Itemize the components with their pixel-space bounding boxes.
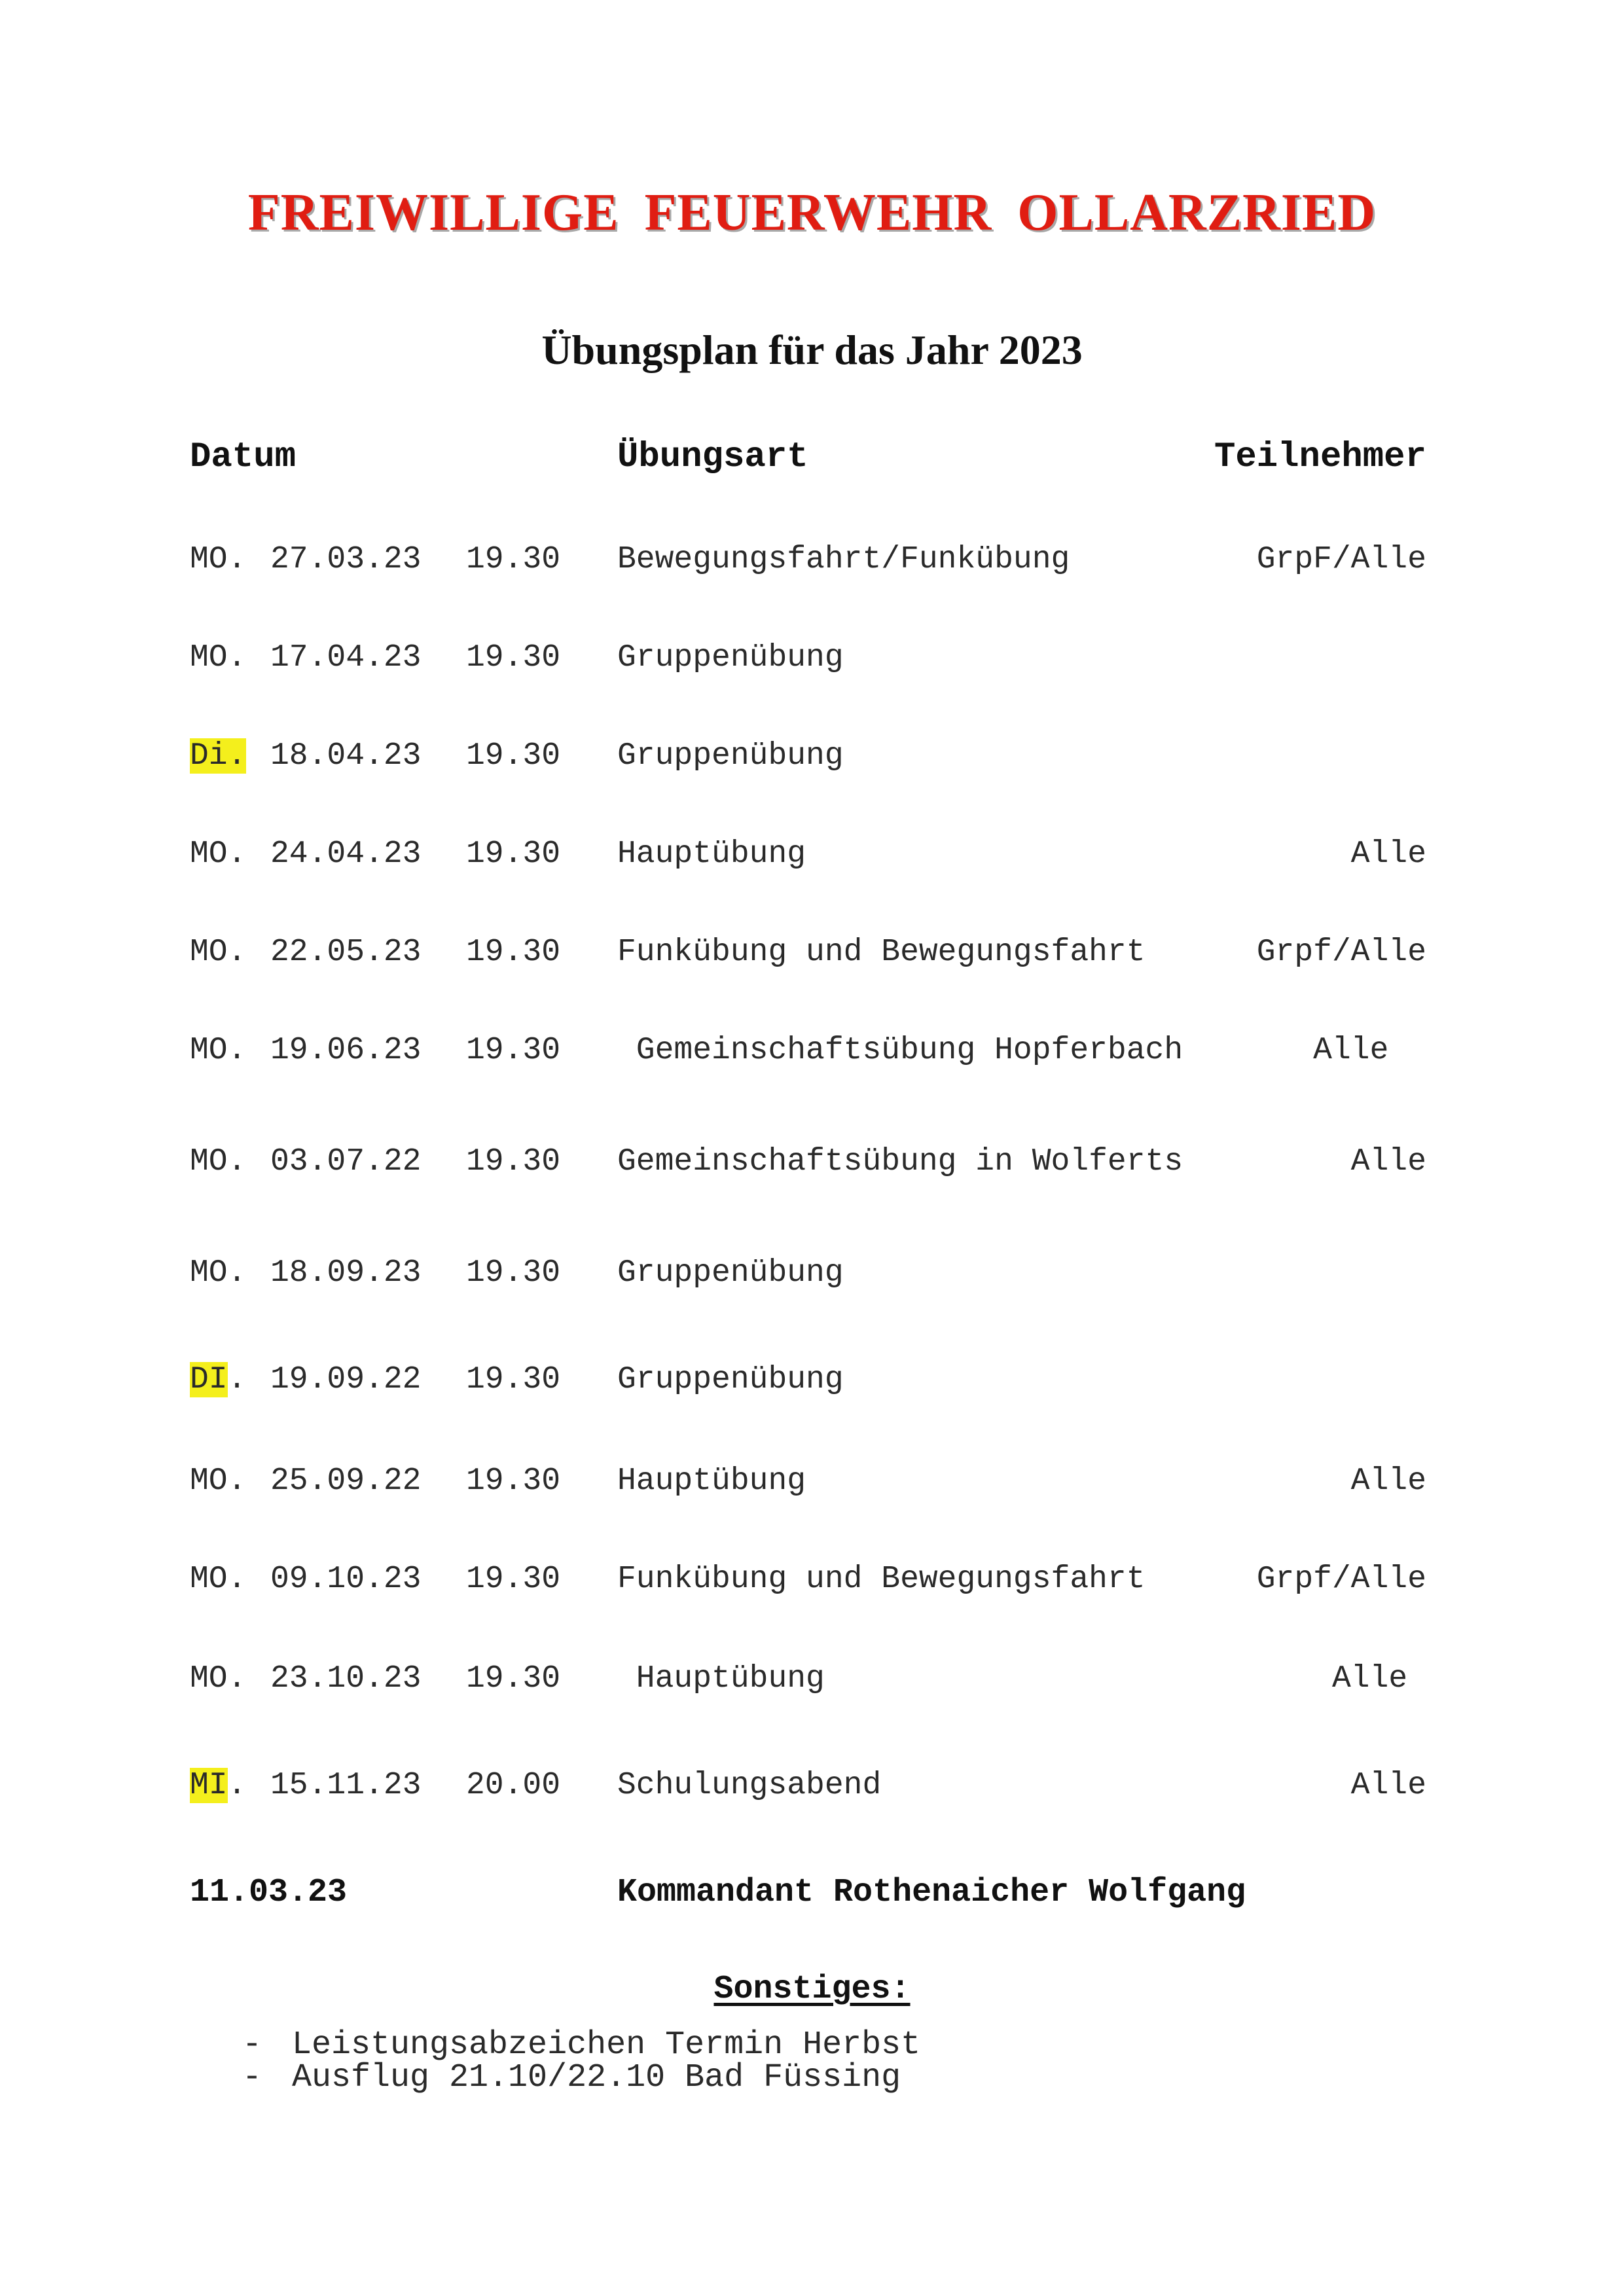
row-participants: Alle [1313, 1033, 1426, 1068]
row-time: 19.30 [466, 1033, 561, 1068]
row-date: 15.11.23 [270, 1768, 422, 1803]
other-list [242, 2026, 921, 2096]
row-date: 25.09.22 [270, 1463, 422, 1499]
row-weekday: MO. [190, 1033, 247, 1068]
row-weekday: MO. [190, 935, 247, 970]
row-date: 03.07.22 [270, 1144, 422, 1179]
weekday-highlight: DI [190, 1362, 228, 1397]
schedule-row [0, 1024, 1624, 1077]
row-exercise-type: Funkübung und Bewegungsfahrt [617, 935, 1146, 970]
list-dash: - [242, 2026, 262, 2064]
row-exercise-type: Hauptübung [617, 1661, 825, 1696]
other-section-title [0, 1964, 1624, 2016]
row-time: 19.30 [466, 1562, 561, 1597]
other-section-title-text: Sonstiges: [713, 1971, 911, 2008]
row-exercise-type: Hauptübung [617, 1463, 806, 1499]
row-time: 20.00 [466, 1768, 561, 1803]
other-list-item [242, 2059, 920, 2096]
other-list-item-text: Leistungsabzeichen Termin Herbst [292, 2026, 921, 2064]
row-date: 09.10.23 [270, 1562, 422, 1597]
row-exercise-type: Gruppenübung [617, 1362, 844, 1397]
row-exercise-type: Funkübung und Bewegungsfahrt [617, 1562, 1146, 1597]
schedule-row [0, 1455, 1624, 1507]
weekday-suffix: . [227, 1768, 247, 1803]
row-date: 18.04.23 [270, 738, 422, 774]
row-participants: Alle [1331, 1661, 1426, 1696]
row-weekday [190, 1759, 246, 1812]
row-time: 19.30 [466, 1463, 561, 1499]
row-exercise-type: Gemeinschaftsübung Hopferbach [617, 1033, 1183, 1068]
row-time: 19.30 [466, 836, 561, 872]
row-weekday: MO. [190, 836, 247, 872]
schedule-row [0, 730, 1624, 782]
row-participants: Alle [1350, 1144, 1426, 1179]
schedule-row [0, 1553, 1624, 1605]
weekday-highlight: MI [190, 1768, 228, 1803]
row-weekday: MO. [190, 1144, 247, 1179]
row-time: 19.30 [466, 542, 561, 577]
page-title: FREIWILLIGE FEUERWEHR OLLARZRIED [247, 184, 1377, 242]
row-time: 19.30 [466, 1362, 561, 1397]
schedule-row [0, 632, 1624, 684]
row-participants: Alle [1350, 836, 1426, 872]
weekday-suffix: . [227, 1362, 247, 1397]
row-exercise-type: Gruppenübung [617, 1255, 844, 1291]
row-weekday: MO. [190, 1255, 247, 1291]
row-date: 19.09.22 [270, 1362, 422, 1397]
row-date: 19.06.23 [270, 1033, 422, 1068]
row-weekday [190, 1354, 246, 1406]
row-participants: Grpf/Alle [1256, 935, 1426, 970]
header-date: Datum [190, 437, 297, 477]
schedule-row [0, 1653, 1624, 1705]
row-time: 19.30 [466, 935, 561, 970]
row-exercise-type: Schulungsabend [617, 1768, 882, 1803]
header-participants: Teilnehmer [1214, 437, 1426, 477]
other-list-item-text: Ausflug 21.10/22.10 Bad Füssing [292, 2059, 901, 2096]
other-list-item [242, 2026, 921, 2064]
row-participants: Grpf/Alle [1256, 1562, 1426, 1597]
row-weekday: MO. [190, 1463, 247, 1499]
row-date: 22.05.23 [270, 935, 422, 970]
row-exercise-type: Hauptübung [617, 836, 806, 872]
row-weekday: MO. [190, 1562, 247, 1597]
schedule-row [0, 926, 1624, 978]
plan-subtitle: Übungsplan für das Jahr 2023 [541, 327, 1083, 373]
row-weekday: MO. [190, 542, 247, 577]
schedule-row [0, 828, 1624, 880]
schedule-row [0, 1136, 1624, 1188]
row-date: 27.03.23 [270, 542, 422, 577]
row-date: 17.04.23 [270, 640, 422, 675]
row-exercise-type: Bewegungsfahrt/Funkübung [617, 542, 1070, 577]
row-time: 19.30 [466, 1661, 561, 1696]
row-date: 24.04.23 [270, 836, 422, 872]
row-time: 19.30 [466, 1144, 561, 1179]
row-weekday: MO. [190, 1661, 247, 1696]
row-date: 18.09.23 [270, 1255, 422, 1291]
row-weekday: MO. [190, 640, 247, 675]
row-weekday [190, 730, 246, 782]
weekday-highlight: Di. [190, 738, 247, 774]
header-exercise-type: Übungsart [617, 437, 808, 477]
row-exercise-type: Gemeinschaftsübung in Wolferts [617, 1144, 1183, 1179]
row-participants: Alle [1350, 1768, 1426, 1803]
row-time: 19.30 [466, 1255, 561, 1291]
schedule-row [0, 533, 1624, 586]
schedule-row [0, 1247, 1624, 1299]
commander-signature-line: Kommandant Rothenaicher Wolfgang [617, 1874, 1246, 1911]
row-date: 23.10.23 [270, 1661, 422, 1696]
schedule-row [0, 1354, 1624, 1406]
document-date: 11.03.23 [190, 1874, 348, 1911]
schedule-row [0, 1759, 1624, 1812]
row-participants: Alle [1350, 1463, 1426, 1499]
row-time: 19.30 [466, 738, 561, 774]
row-exercise-type: Gruppenübung [617, 738, 844, 774]
row-exercise-type: Gruppenübung [617, 640, 844, 675]
row-participants: GrpF/Alle [1256, 542, 1426, 577]
list-dash: - [242, 2059, 262, 2096]
row-time: 19.30 [466, 640, 561, 675]
